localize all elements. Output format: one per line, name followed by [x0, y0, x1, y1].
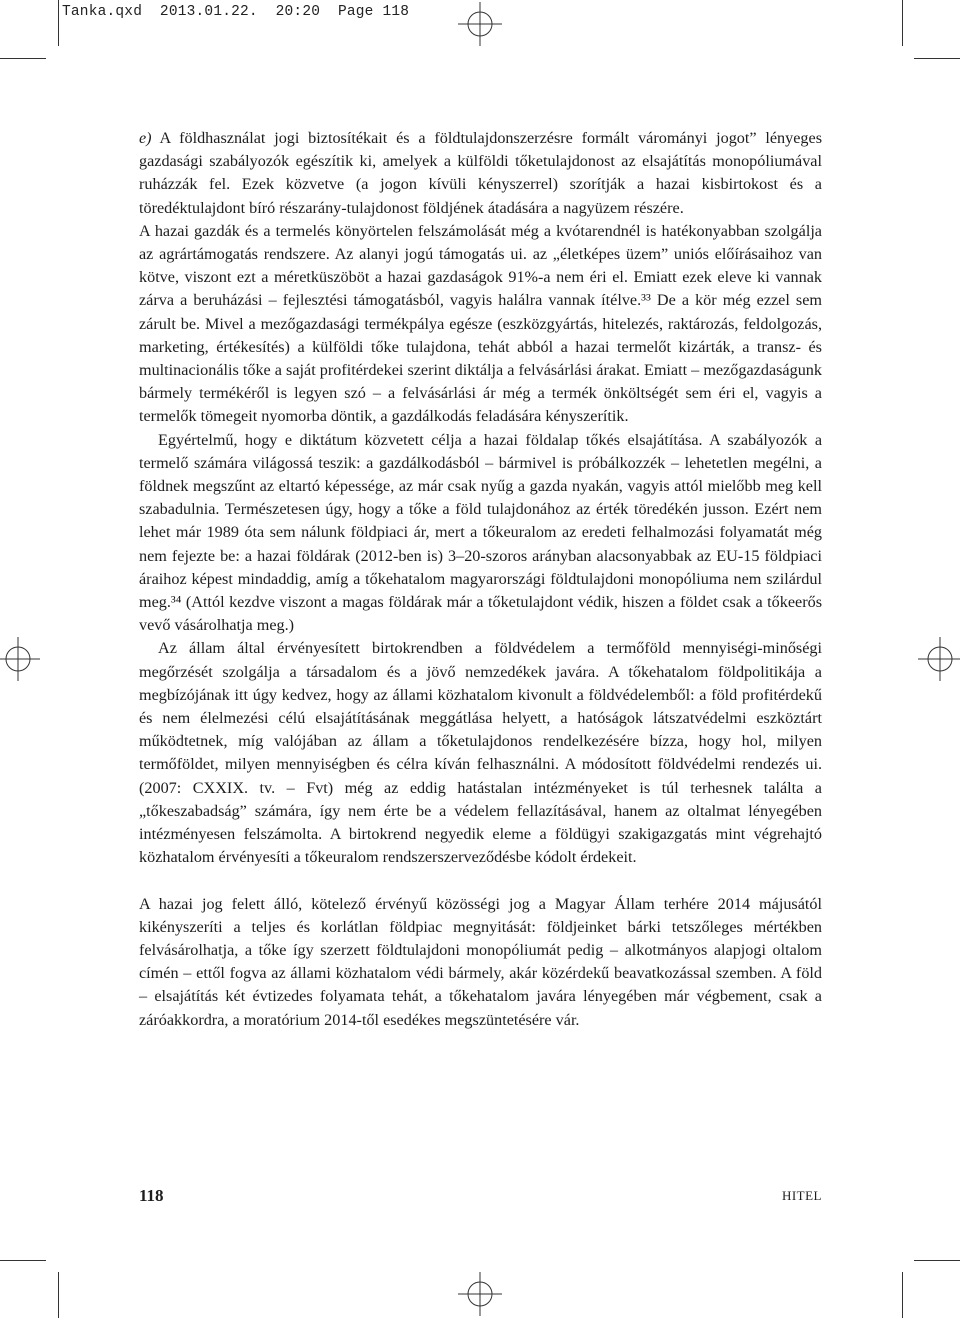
article-body — [139, 127, 822, 1032]
crop-mark-top-right-v — [902, 0, 903, 46]
paragraph: A hazai jog felett álló, kötelező érvényű közösségi jog a Magyar Állam terhére 2014 májusától kikényszeríti a teljes és korlátlan földpiac megnyitását: földjeinket bárki tetszőleges mértékben felvásárolhatja, a tőke így szerzett földtulajdoni monopóliumát pedig – alkotmányos alapjogi oltalom címén – ettől fogva az állami közhatalom védi bármely, akár közérdekű beavatkozással szemben. A föld – elsajátítás két évtizedes folyamata tehát, a tőkehatalom javára lényegében már végbement, csak a záróakkordra, a moratórium 2014-től esedékes megszüntetésére vár. — [139, 894, 822, 1029]
registration-mark-bottom-icon — [458, 1272, 502, 1316]
paragraph-text: A földhasználat jogi biztosítékait és a földtulajdonszerzésre formált várományi jogot” lényeges gazdasági szabályozók egészítik ki, amelyek a külföldi tőketulajdonost az elsajátítás monopóliumával ruházzák fel. Ezek közvetve (a jogon kívüli kényszerrel) szorítják a hazai kisbirtokost és a töredéktulajdont bíró részarány-tulajdonost földjének átadására a nagyüzem részére. — [139, 129, 822, 217]
crop-mark-bottom-left-h — [0, 1260, 46, 1261]
registration-mark-left-icon — [0, 637, 40, 681]
list-marker: e) — [139, 129, 152, 147]
print-slug: Tanka.qxd 2013.01.22. 20:20 Page 118 — [62, 4, 410, 20]
paragraph-e — [139, 127, 822, 220]
paragraph: A hazai gazdák és a termelés könyörtelen felszámolását még a kvótarendnél is hatékonyabban szolgálja az agrártámogatás rendszere. Az alanyi jogú támogatás ui. az „életképes üzem” uniós előírásaihoz van kötve, viszont ezt a méretküszöböt a hazai gazdaságok 91%-a nem éri el. Emiatt ezek eleve ki vannak zárva a beruházási – fejlesztési támogatásból, vagyis halálra vannak ítélve.³³ De a kör még ezzel sem zárult be. Mivel a mezőgazdasági termékpálya egésze (eszközgyártás, hitelezés, raktározás, feldolgozás, marketing, értékesítés) a külföldi tőke tulajdona, tehát abból a hazai termelőt kizárták, a transz- és multinacionális tőke a saját profitérdekei szerint diktálja a felvásárlási árakat. Emiatt – mezőgazdaságunk bármely termékéről is legyen szó – a felvásárlási ár még a termék önköltségét sem éri el, vagyis a termelők tömegeit nyomorba döntik, a gazdálkodás feladására kényszerítik. — [139, 221, 822, 426]
registration-mark-top-icon — [458, 2, 502, 46]
paragraph: Az állam által érvényesített birtokrendben a földvédelem a termőföld mennyiségi-minőségi megőrzését szolgálja a társadalom és a jövő nemzedékek javára. A tőkehatalom földpolitikája a megbízójának itt úgy kedvez, hogy az állami közhatalom kivonult a földvédelemből: a föld profitérdekű és nem élelmezési célú elsajátításának meggátlása helyett, a hatóságok látszatvédelmi eszköztárt működtetnek, míg valójában az állam a tőketulajdonos rendelkezésére bízza, hogy hol, milyen termőföldet, milyen mennyiségben és célra kíván felhasználni. A módosított földvédelmi rendezés ui. (2007: CXXIX. tv. – Fvt) még az eddig hatástalan intézményeket is túl terhesnek találta a „tőkeszabadság” számára, így nem érte be a védelem fellazításával, hanem az oltalmat lényegében intézményesen felszámolta. A birtokrend negyedik eleme a földügyi szakigazgatás mint végrehajtó közhatalom érvényesíti a tőkeuralom rendszerszerveződésbe kódolt érdekeit. — [139, 639, 822, 867]
crop-mark-bottom-left-v — [58, 1272, 59, 1318]
crop-mark-top-left-h — [0, 58, 46, 59]
crop-mark-top-right-h — [914, 58, 960, 59]
crop-mark-bottom-right-h — [914, 1260, 960, 1261]
paragraph: Egyértelmű, hogy e diktátum közvetett célja a hazai földalap tőkés elsajátítása. A szabályozók a termelő számára világossá teszik: a gazdálkodásból – bármivel is próbálkozzék – lehetetlen megélni, a földnek megszűnt az eltartó képessége, az már csak nyűg a gazda nyakán, vagyis attól mielőbb meg kell szabadulnia. Természetesen úgy, hogy a tőke a föld tulajdonához az érték töredékén jusson. Ezért nem lehet már 1989 óta sem nálunk földpiaci ár, mert a tőkeuralom az eredeti felhalmozási folyamatát még nem fejezte be: a hazai földárak (2012-ben is) 3–20-szoros arányban alacsonyabbak az EU-15 földpiaci áraihoz képest mindaddig, amíg a tőkehatalom magyarországi földtulajdoni monopóliuma nem szilárdul meg.³⁴ (Attól kezdve viszont a magas földárak már a tőketulajdont védik, hiszen a földet csak a tőkeerős vevő vásárolhatja meg.) — [139, 430, 822, 635]
registration-mark-right-icon — [918, 637, 960, 681]
journal-name: HITEL — [781, 1188, 822, 1203]
crop-mark-bottom-right-v — [902, 1272, 903, 1318]
page-number: 118 — [139, 1186, 164, 1205]
crop-mark-top-left-v — [58, 0, 59, 46]
